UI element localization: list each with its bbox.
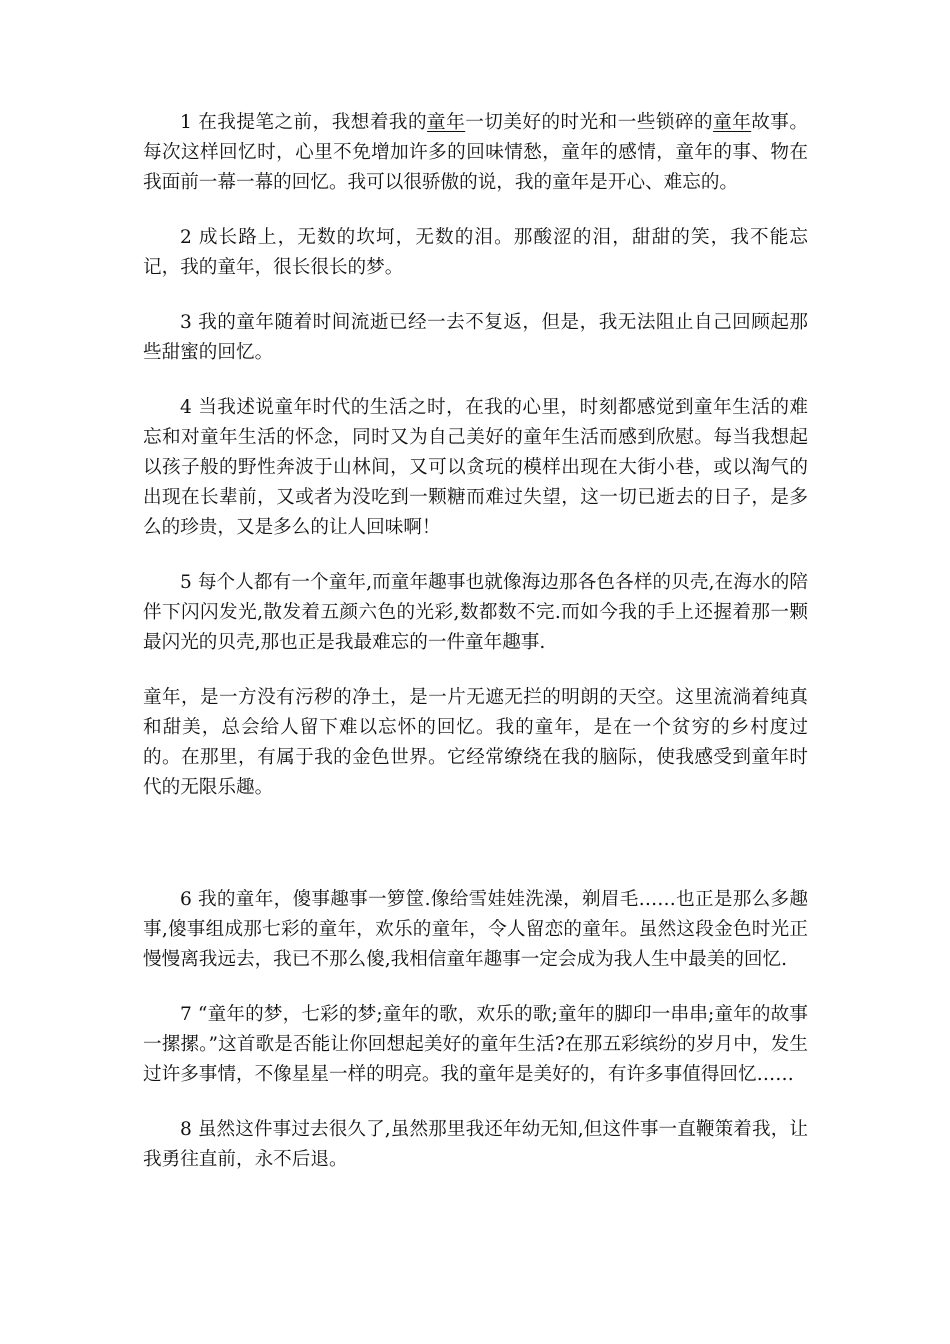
text-segment: 2 成长路上，无数的坎坷，无数的泪。那酸涩的泪，甜甜的笑，我不能忘记，我的童年，很长很长的梦。 xyxy=(143,227,808,278)
paragraph-2 xyxy=(143,223,808,283)
text-segment: 7 “童年的梦，七彩的梦;童年的歌，欢乐的歌;童年的脚印一串串;童年的故事一摞摞。”这首歌是否能让你回想起美好的童年生活?在那五彩缤纷的岁月中，发生过许多事情，不像星星一样的明亮。我的童年是美好的，有许多事值得回忆…… xyxy=(143,1004,808,1085)
paragraph-8 xyxy=(143,1115,808,1175)
underlined-text: 童年 xyxy=(427,112,466,133)
paragraph-1 xyxy=(143,108,808,198)
text-segment: 4 当我述说童年时代的生活之时，在我的心里，时刻都感觉到童年生活的难忘和对童年生活的怀念，同时又为自己美好的童年生活而感到欣慰。每当我想起以孩子般的野性奔波于山林间，又可以贪玩的模样出现在大街小巷，或以淘气的出现在长辈前，又或者为没吃到一颗糖而难过失望，这一切已逝去的日子，是多么的珍贵，又是多么的让人回味啊！ xyxy=(143,397,808,538)
text-segment: 一切美好的时光和一些锁碎的 xyxy=(465,112,714,133)
paragraph-7 xyxy=(143,1000,808,1090)
paragraph-5 xyxy=(143,568,808,658)
text-segment: 1 在我提笔之前，我想着我的 xyxy=(180,112,428,133)
paragraph-6 xyxy=(143,885,808,975)
text-segment: 故事。每次这样回忆时，心里不免增加许多的回味情愁，童年的感情，童年的事、物在我面前一幕一幕的回忆。我可以很骄傲的说，我的童年是开心、难忘的。 xyxy=(143,112,808,193)
text-segment: 8 虽然这件事过去很久了,虽然那里我还年幼无知,但这件事一直鞭策着我，让我勇往直前，永不后退。 xyxy=(143,1119,808,1170)
underlined-text: 童年 xyxy=(713,112,752,133)
paragraph-4 xyxy=(143,393,808,543)
document-page xyxy=(143,108,808,1200)
paragraph-unnumbered xyxy=(143,683,808,803)
text-segment: 5 每个人都有一个童年,而童年趣事也就像海边那各色各样的贝壳,在海水的陪伴下闪闪发光,散发着五颜六色的光彩,数都数不完.而如今我的手上还握着那一颗最闪光的贝壳,那也正是我最难忘的一件童年趣事. xyxy=(143,572,808,653)
text-segment: 童年，是一方没有污秽的净土，是一片无遮无拦的明朗的天空。这里流淌着纯真和甜美，总会给人留下难以忘怀的回忆。我的童年，是在一个贫穷的乡村度过的。在那里，有属于我的金色世界。它经常缭绕在我的脑际，使我感受到童年时代的无限乐趣。 xyxy=(143,687,808,798)
text-segment: 6 我的童年，傻事趣事一箩筐.像给雪娃娃洗澡，剃眉毛……也正是那么多趣事,傻事组成那七彩的童年，欢乐的童年，令人留恋的童年。虽然这段金色时光正慢慢离我远去，我已不那么傻,我相信童年趣事一定会成为我人生中最美的回忆. xyxy=(143,889,808,970)
paragraph-3 xyxy=(143,308,808,368)
text-segment: 3 我的童年随着时间流逝已经一去不复返，但是，我无法阻止自己回顾起那些甜蜜的回忆。 xyxy=(143,312,808,363)
